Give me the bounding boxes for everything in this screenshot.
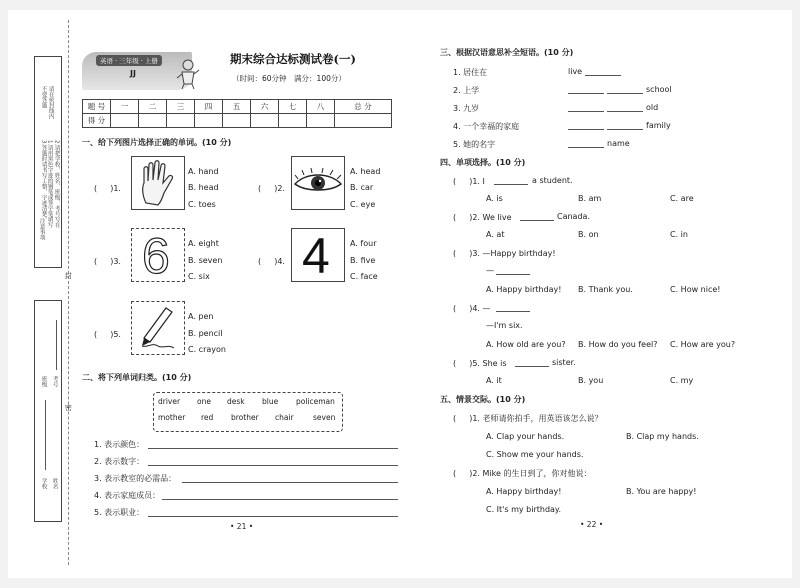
s3-blank-2b[interactable] (607, 93, 643, 94)
s4-q3-b[interactable]: B. Thank you. (578, 285, 633, 294)
s5-q1-stem: ( )1. 老师请你拍手，用英语该怎么说？ (453, 414, 603, 423)
page-title: 期末综合达标测试卷(一) (230, 52, 356, 66)
s4-q5-c[interactable]: C. my (670, 376, 694, 385)
section4-heading: 四、单项选择。(10 分) (440, 158, 526, 167)
word-desk: desk (227, 397, 245, 406)
score-cell[interactable] (167, 114, 195, 128)
s4-q3-blank[interactable] (496, 274, 530, 275)
s3-blank-4b[interactable] (607, 129, 643, 130)
score-cell[interactable] (307, 114, 335, 128)
score-head-8: 八 (307, 100, 335, 114)
s3-item-1-en: live (568, 67, 583, 76)
score-cell[interactable] (223, 114, 251, 128)
section1-heading: 一、给下列图片选择正确的单词。(10 分) (82, 138, 232, 147)
q1-option-b[interactable]: B. head (188, 183, 219, 192)
name-line (56, 320, 57, 370)
word-mother: mother (158, 413, 186, 422)
s5-q2-b[interactable]: B. You are happy! (626, 487, 697, 496)
s5-q2-stem: ( )2. Mike 的生日到了，你对他说： (453, 469, 592, 478)
s5-q1-c[interactable]: C. Show me your hands. (486, 450, 584, 459)
q4-picture (291, 228, 345, 282)
mascot-icon (176, 58, 200, 94)
q4-option-c[interactable]: C. face (350, 272, 378, 281)
s5-q2-a[interactable]: A. Happy birthday! (486, 487, 562, 496)
s4-q2-b[interactable]: B. on (578, 230, 599, 239)
word-one: one (197, 397, 211, 406)
word-chair: chair (275, 413, 294, 422)
q3-number: ( )3. (94, 257, 121, 266)
word-red: red (201, 413, 214, 422)
q5-option-b[interactable]: B. pencil (188, 329, 223, 338)
word-seven: seven (313, 413, 336, 422)
seal-char-mi: 密 (64, 404, 73, 411)
notice-line-2: 2.请把学校、姓名、班级、考号写在 (53, 140, 60, 228)
label-school: 学校 (40, 478, 47, 489)
classify-prompt-2: 2. 表示数字： (94, 457, 145, 466)
notice-title: 注意事项 (38, 218, 45, 240)
s3-item-5-cn: 5. 她的名字 (453, 140, 496, 149)
notice-line-1: 1.请用黑色字迹的钢笔或签字笔填写 (46, 140, 53, 228)
score-cell[interactable] (279, 114, 307, 128)
score-cell[interactable] (335, 114, 392, 128)
school-line (45, 400, 46, 470)
s3-item-3-en: old (646, 103, 659, 112)
s4-q3-c[interactable]: C. How nice! (670, 285, 721, 294)
score-head-7: 七 (279, 100, 307, 114)
s4-q1-post: a student. (532, 176, 573, 185)
label-name: 姓名 (51, 478, 58, 489)
q5-picture (131, 301, 185, 355)
q2-number: ( )2. (258, 184, 285, 193)
q4-option-a[interactable]: A. four (350, 239, 377, 248)
s4-q2-blank[interactable] (520, 220, 554, 221)
s3-item-4-cn: 4. 一个幸福的家庭 (453, 122, 520, 131)
s4-q5-pre: ( )5. She is (453, 359, 507, 368)
q3-option-b[interactable]: B. seven (188, 256, 223, 265)
s4-q1-b[interactable]: B. am (578, 194, 602, 203)
seal-char-feng: 封 (64, 272, 73, 279)
q2-option-c[interactable]: C. eye (350, 200, 376, 209)
score-head-5: 五 (223, 100, 251, 114)
score-cell[interactable] (139, 114, 167, 128)
score-head-2: 二 (139, 100, 167, 114)
q2-option-a[interactable]: A. head (350, 167, 381, 176)
score-head-total: 总 分 (335, 100, 392, 114)
s3-blank-2a[interactable] (568, 93, 604, 94)
s4-q5-blank[interactable] (515, 366, 549, 367)
score-cell[interactable] (251, 114, 279, 128)
q5-number: ( )5. (94, 330, 121, 339)
page-subtitle: （时间：60分钟 满分：100分） (232, 74, 346, 83)
section3-heading: 三、根据汉语意思补全短语。(10 分) (440, 48, 574, 57)
classify-line-3[interactable] (182, 482, 398, 483)
s4-q4-blank[interactable] (496, 311, 530, 312)
s4-q1-pre: ( )1. I (453, 177, 485, 186)
s4-q4-a[interactable]: A. How old are you? (486, 340, 566, 349)
s4-q4-line1: ( )4. — (453, 304, 491, 313)
section5-heading: 五、情景交际。(10 分) (440, 395, 526, 404)
q5-option-a[interactable]: A. pen (188, 312, 214, 321)
s3-blank-5[interactable] (568, 147, 604, 148)
q2-picture (291, 156, 345, 210)
section2-heading: 二、将下列单词归类。(10 分) (82, 373, 192, 382)
classify-prompt-5: 5. 表示职业： (94, 508, 145, 517)
score-cell[interactable] (111, 114, 139, 128)
q5-option-c[interactable]: C. crayon (188, 345, 226, 354)
s3-blank-3a[interactable] (568, 111, 604, 112)
s4-q5-b[interactable]: B. you (578, 376, 604, 385)
s4-q4-line2: —I'm six. (486, 321, 523, 330)
s3-blank-4a[interactable] (568, 129, 604, 130)
notice-right-2: 不要答题 (40, 86, 47, 108)
q3-option-c[interactable]: C. six (188, 272, 210, 281)
notice-line-3: 3.答题时请书写工整，字迹清楚。 (40, 140, 47, 223)
classify-prompt-1: 1. 表示颜色： (94, 440, 145, 449)
classify-line-1[interactable] (148, 448, 398, 449)
q1-option-c[interactable]: C. toes (188, 200, 216, 209)
word-policeman: policeman (296, 397, 335, 406)
label-class: 班级 (40, 376, 47, 387)
score-head-0: 题 号 (83, 100, 111, 114)
q4-digit: 4 (302, 228, 330, 284)
score-head-1: 一 (111, 100, 139, 114)
s4-q1-c[interactable]: C. are (670, 194, 694, 203)
s5-q1-b[interactable]: B. Clap my hands. (626, 432, 699, 441)
s4-q3-line2: — (486, 266, 494, 275)
s3-blank-3b[interactable] (607, 111, 643, 112)
s4-q3-a[interactable]: A. Happy birthday! (486, 285, 562, 294)
q2-option-b[interactable]: B. car (350, 183, 374, 192)
s4-q2-a[interactable]: A. at (486, 230, 505, 239)
score-cell[interactable] (195, 114, 223, 128)
label-exam-no: 考号 (51, 376, 58, 387)
pen-icon (132, 302, 184, 354)
word-driver: driver (158, 397, 181, 406)
q1-option-a[interactable]: A. hand (188, 167, 219, 176)
hand-icon (132, 157, 184, 209)
badge-sub: JJ (130, 69, 136, 78)
s4-q5-post: sister. (552, 358, 576, 367)
page-number-left: • 21 • (230, 522, 254, 531)
q3-picture (131, 228, 185, 282)
s3-item-2-en: school (646, 85, 672, 94)
eye-icon (292, 157, 344, 209)
seal-line (68, 20, 69, 565)
q3-option-a[interactable]: A. eight (188, 239, 219, 248)
s3-item-2-cn: 2. 上学 (453, 86, 480, 95)
badge-text: 英语 · 三年级 · 上册 (96, 55, 162, 66)
s4-q1-a[interactable]: A. is (486, 194, 503, 203)
s4-q1-blank[interactable] (494, 184, 528, 185)
word-brother: brother (231, 413, 259, 422)
s5-q2-c[interactable]: C. It's my birthday. (486, 505, 562, 514)
s3-item-5-en: name (607, 139, 630, 148)
classify-prompt-4: 4. 表示家庭成员： (94, 491, 161, 500)
s4-q2-c[interactable]: C. in (670, 230, 688, 239)
classify-line-2[interactable] (148, 465, 398, 466)
s3-blank-1[interactable] (585, 75, 621, 76)
score-head-6: 六 (251, 100, 279, 114)
q1-picture (131, 156, 185, 210)
notice-right-1: 请在密封线内 (47, 86, 54, 119)
s3-item-1-cn: 1. 居住在 (453, 68, 488, 77)
q4-option-b[interactable]: B. five (350, 256, 376, 265)
score-table (82, 99, 392, 128)
s4-q5-a[interactable]: A. it (486, 376, 502, 385)
q4-number: ( )4. (258, 257, 285, 266)
s4-q2-pre: ( )2. We live (453, 213, 512, 222)
s4-q3-line1: ( )3. —Happy birthday! (453, 249, 556, 258)
s4-q2-post: Canada. (557, 212, 590, 221)
classify-prompt-3: 3. 表示教室的必需品： (94, 474, 177, 483)
s3-item-4-en: family (646, 121, 671, 130)
score-head-4: 四 (195, 100, 223, 114)
q3-digit: 6 (142, 228, 170, 284)
s3-item-3-cn: 3. 九岁 (453, 104, 480, 113)
page-number-right: • 22 • (580, 520, 604, 529)
classify-line-5[interactable] (148, 516, 398, 517)
score-head-3: 三 (167, 100, 195, 114)
classify-line-4[interactable] (162, 499, 398, 500)
score-row-label: 得 分 (83, 114, 111, 128)
s4-q4-c[interactable]: C. How are you? (670, 340, 736, 349)
q1-number: ( )1. (94, 184, 121, 193)
word-blue: blue (262, 397, 279, 406)
s5-q1-a[interactable]: A. Clap your hands. (486, 432, 565, 441)
s4-q4-b[interactable]: B. How do you feel? (578, 340, 658, 349)
